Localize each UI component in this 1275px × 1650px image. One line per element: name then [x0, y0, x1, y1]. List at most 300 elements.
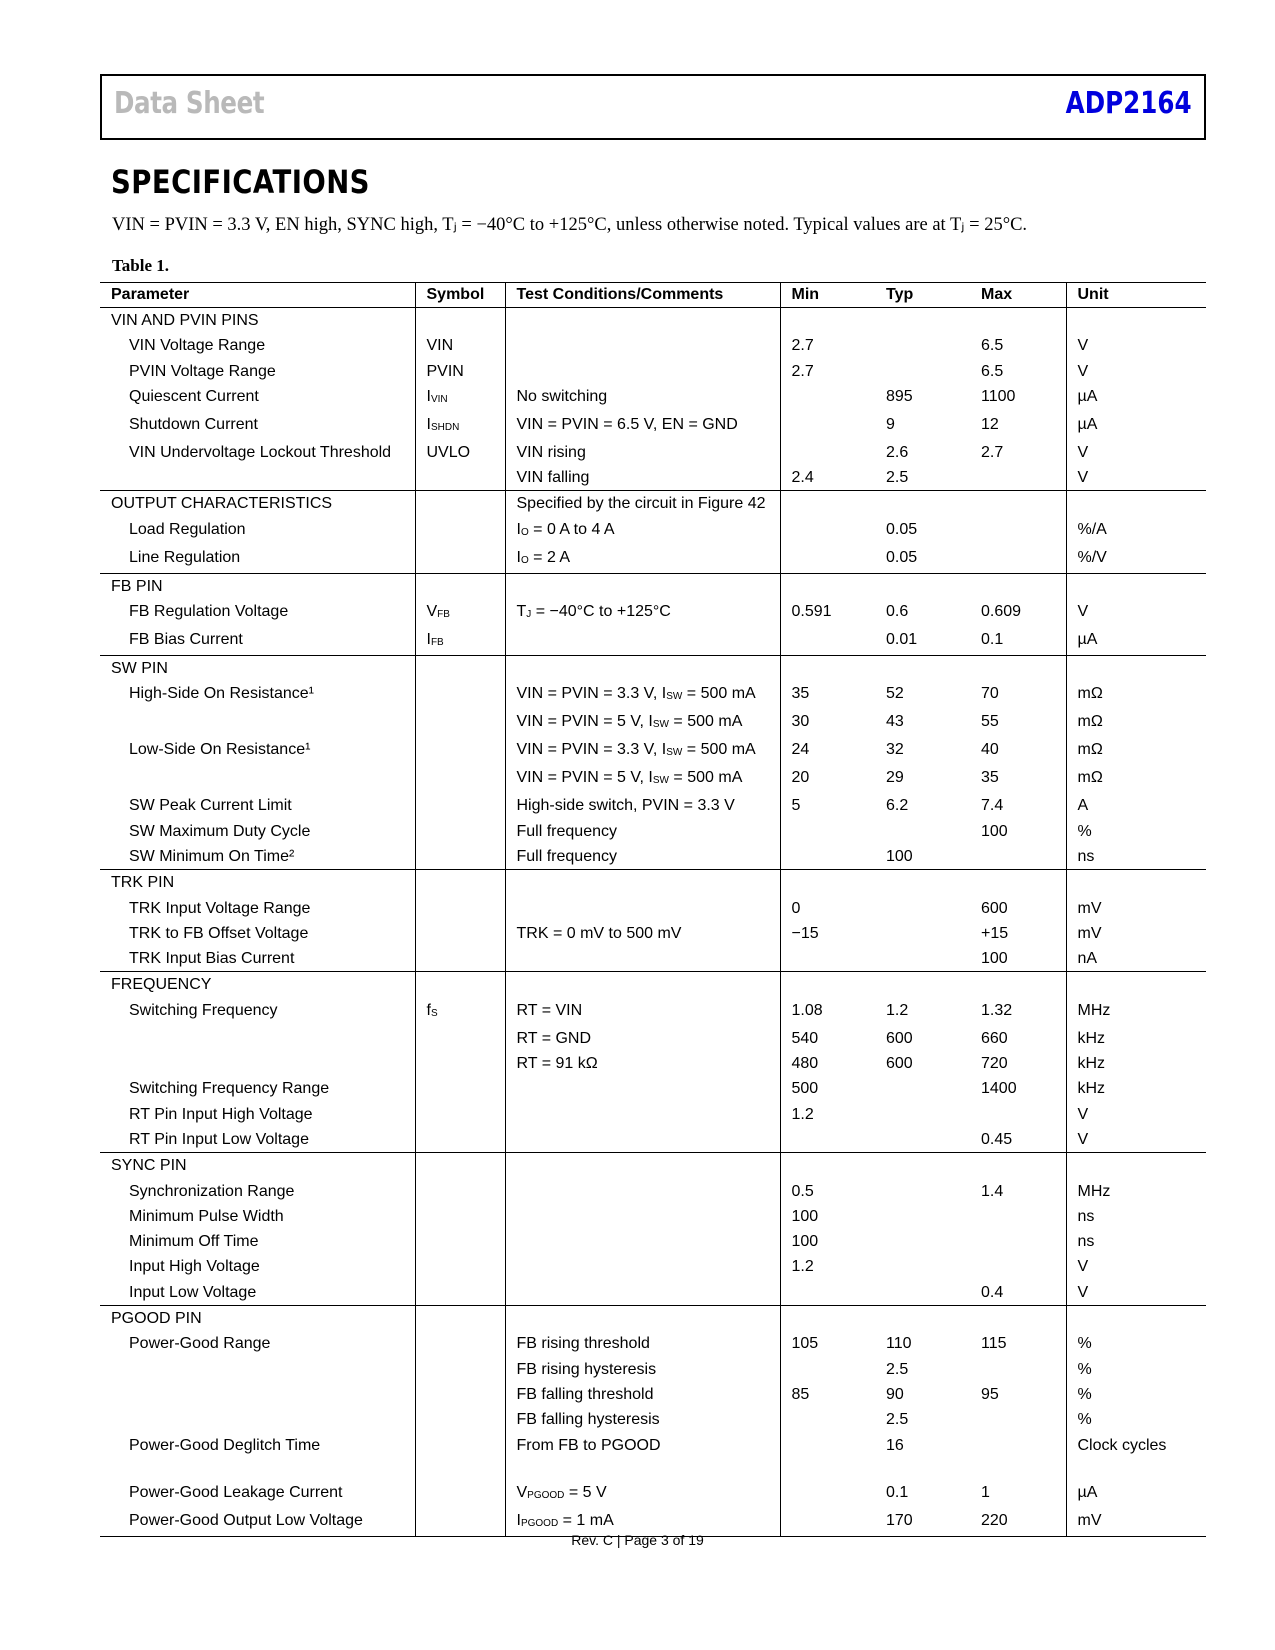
max-cell — [970, 1407, 1066, 1432]
typ-cell: 600 — [886, 1029, 913, 1047]
conditions-cell: $I_O = 0$ A to 4 A — [505, 517, 780, 545]
max-cell: 660 — [981, 1029, 1008, 1047]
min-cell: 105 — [780, 1331, 875, 1356]
conditions-cell: FB rising threshold — [505, 1331, 780, 1356]
typ-cell — [875, 921, 970, 946]
typ-cell: 1.2 — [886, 1001, 909, 1019]
max-cell: 95 — [981, 1385, 999, 1403]
max-cell: 100 — [981, 950, 1008, 968]
max-cell: 600 — [981, 899, 1008, 917]
max-cell: 0.4 — [981, 1283, 1004, 1301]
max-cell: 70 — [981, 685, 999, 703]
unit-cell: mΩ — [1066, 765, 1206, 793]
conditions-cell — [505, 627, 780, 656]
unit-cell: mV — [1066, 921, 1206, 946]
symbol-cell — [415, 709, 505, 737]
unit-cell: µA — [1066, 412, 1206, 440]
typ-cell: 0.05 — [886, 548, 918, 566]
unit-cell: V — [1066, 440, 1206, 465]
symbol-cell: $V_{FB}$ — [415, 599, 505, 627]
max-cell: 1400 — [981, 1080, 1017, 1098]
max-cell: 1.32 — [981, 1001, 1013, 1019]
unit-cell: % — [1066, 1407, 1206, 1432]
symbol-cell — [415, 1076, 505, 1101]
symbol-cell — [415, 681, 505, 709]
param-cell: Switching Frequency Range — [129, 1080, 330, 1098]
conditions-cell — [505, 1280, 780, 1306]
max-cell: 115 — [981, 1335, 1007, 1353]
unit-cell: %/A — [1066, 517, 1206, 545]
param-cell — [100, 1407, 415, 1432]
param-cell: Power-Good Output Low Voltage — [100, 1508, 415, 1537]
max-cell: 6.5 — [981, 337, 1004, 355]
typ-cell: 170 — [875, 1508, 970, 1537]
table-row — [100, 440, 1206, 465]
unit-cell: kHz — [1066, 1026, 1206, 1051]
table-section-row — [100, 1306, 1206, 1332]
typ-cell: 895 — [886, 387, 913, 405]
symbol-cell — [415, 465, 505, 491]
typ-cell — [875, 819, 970, 844]
table-row — [100, 384, 1206, 412]
max-cell: 7.4 — [981, 797, 1004, 815]
table-row — [100, 1407, 1206, 1432]
typ-cell — [875, 1280, 970, 1306]
symbol-cell — [415, 1331, 505, 1356]
table-row — [100, 681, 1206, 709]
max-cell — [970, 308, 1066, 334]
section-title: SPECIFICATIONS — [111, 163, 370, 201]
conditions-cell: From FB to PGOOD — [505, 1433, 780, 1480]
max-cell — [970, 545, 1066, 574]
min-cell: 0.5 — [780, 1179, 875, 1204]
param-cell: Low-Side On Resistance¹ — [129, 741, 311, 759]
min-cell: 2.7 — [780, 359, 875, 384]
typ-cell: 0.01 — [886, 631, 918, 649]
param-cell: VIN Voltage Range — [129, 337, 266, 355]
max-cell — [970, 1102, 1066, 1127]
min-cell: 0 — [780, 896, 875, 921]
conditions-cell: VIN = PVIN = 5 V, $I_{SW} = 500$ mA — [505, 709, 780, 737]
symbol-cell: $I_{VIN}$ — [415, 384, 505, 412]
unit-cell: V — [1066, 359, 1206, 384]
param-cell: TRK Input Voltage Range — [129, 899, 311, 917]
symbol-cell: UVLO — [415, 440, 505, 465]
conditions-cell — [505, 1204, 780, 1229]
param-cell — [100, 1382, 415, 1407]
table-row — [100, 737, 1206, 765]
min-cell — [780, 1357, 875, 1382]
unit-cell: V — [1066, 1127, 1206, 1153]
param-cell: Load Regulation — [129, 520, 246, 538]
min-cell — [780, 517, 875, 545]
symbol-cell — [415, 1480, 505, 1508]
symbol-cell — [415, 1357, 505, 1382]
max-cell — [970, 1153, 1066, 1179]
max-cell — [970, 1204, 1066, 1229]
conditions-cell: VIN = PVIN = 3.3 V, $I_{SW} = 500$ mA — [505, 681, 780, 709]
symbol-cell — [415, 1026, 505, 1051]
max-cell: 35 — [981, 769, 999, 787]
param-cell — [100, 765, 415, 793]
unit-cell: nA — [1066, 946, 1206, 972]
symbol-cell — [415, 1153, 505, 1179]
typ-cell — [875, 359, 970, 384]
typ-cell — [875, 946, 970, 972]
min-cell: 1.08 — [780, 998, 875, 1026]
unit-cell — [1066, 972, 1206, 998]
conditions-cell: TRK = 0 mV to 500 mV — [505, 921, 780, 946]
param-cell: SW Maximum Duty Cycle — [129, 822, 311, 840]
table-row — [100, 1127, 1206, 1153]
unit-cell: V — [1066, 599, 1206, 627]
max-cell — [970, 844, 1066, 870]
min-cell: 1.2 — [780, 1102, 875, 1127]
param-cell: TRK to FB Offset Voltage — [129, 924, 309, 942]
conditions-cell: $V_{PGOOD} = 5$ V — [505, 1480, 780, 1508]
col-header-symbol: Symbol — [415, 283, 505, 308]
unit-cell: mV — [1066, 1508, 1206, 1537]
max-cell — [970, 491, 1066, 517]
typ-cell: 16 — [886, 1436, 904, 1454]
min-cell — [780, 412, 875, 440]
symbol-cell — [415, 1254, 505, 1279]
min-cell: 540 — [780, 1026, 875, 1051]
max-cell: 2.7 — [981, 443, 1004, 461]
table-row — [100, 333, 1206, 358]
typ-cell — [875, 656, 970, 682]
table-row — [100, 793, 1206, 818]
table-row — [100, 709, 1206, 737]
table-row — [100, 1179, 1206, 1204]
conditions-cell — [505, 1229, 780, 1254]
unit-cell: % — [1066, 819, 1206, 844]
symbol-cell: VIN — [415, 333, 505, 358]
table-row — [100, 412, 1206, 440]
min-cell — [780, 1407, 875, 1432]
conditions-cell: FB falling hysteresis — [505, 1407, 780, 1432]
col-header-unit: Unit — [1066, 283, 1206, 308]
table-row — [100, 1382, 1206, 1407]
table-row — [100, 946, 1206, 972]
param-cell: Minimum Pulse Width — [129, 1207, 284, 1225]
min-cell: 5 — [780, 793, 875, 818]
param-cell: TRK PIN — [100, 870, 415, 896]
typ-cell — [875, 1254, 970, 1279]
typ-cell: 0.1 — [886, 1483, 909, 1501]
max-cell: 55 — [981, 713, 999, 731]
table-row — [100, 517, 1206, 545]
conditions-cell — [505, 656, 780, 682]
unit-cell: V — [1066, 1254, 1206, 1279]
param-cell: SYNC PIN — [100, 1153, 415, 1179]
min-cell — [780, 819, 875, 844]
table-row — [100, 545, 1206, 574]
min-cell — [780, 491, 875, 517]
typ-cell: 52 — [886, 685, 904, 703]
param-cell: Quiescent Current — [129, 387, 259, 405]
min-cell — [780, 844, 875, 870]
conditions-cell — [505, 359, 780, 384]
max-cell: 40 — [981, 741, 999, 759]
unit-cell: kHz — [1066, 1076, 1206, 1101]
max-cell: 0.45 — [981, 1130, 1013, 1148]
conditions-cell — [505, 1254, 780, 1279]
param-cell — [100, 709, 415, 737]
max-cell — [970, 1306, 1066, 1332]
param-cell — [100, 465, 415, 491]
conditions-cell — [505, 308, 780, 334]
typ-cell — [875, 1229, 970, 1254]
table-section-row — [100, 656, 1206, 682]
header-part-number: ADP2164 — [1066, 86, 1192, 121]
min-cell — [780, 656, 875, 682]
unit-cell: mV — [1066, 896, 1206, 921]
unit-cell: % — [1066, 1382, 1206, 1407]
unit-cell: ns — [1066, 1204, 1206, 1229]
param-cell: Power-Good Deglitch Time — [129, 1436, 321, 1454]
param-cell: OUTPUT CHARACTERISTICS — [100, 491, 415, 517]
conditions-cell — [505, 1102, 780, 1127]
table-row — [100, 1357, 1206, 1382]
param-cell: SW Peak Current Limit — [129, 797, 292, 815]
max-cell: 1 — [981, 1483, 990, 1501]
max-cell: 720 — [981, 1055, 1008, 1073]
min-cell: 1.2 — [780, 1254, 875, 1279]
unit-cell — [1066, 491, 1206, 517]
conditions-cell: FB rising hysteresis — [505, 1357, 780, 1382]
min-cell: 24 — [780, 737, 875, 765]
symbol-cell — [415, 656, 505, 682]
col-header-max: Max — [970, 283, 1066, 308]
symbol-cell — [415, 1204, 505, 1229]
conditions-cell: Full frequency — [505, 844, 780, 870]
typ-cell: 2.5 — [886, 1360, 909, 1378]
param-cell: FREQUENCY — [100, 972, 415, 998]
typ-cell — [875, 1204, 970, 1229]
conditions-cell: VIN = PVIN = 3.3 V, $I_{SW} = 500$ mA — [505, 737, 780, 765]
table-row — [100, 844, 1206, 870]
conditions-cell: No switching — [505, 384, 780, 412]
param-cell: RT Pin Input High Voltage — [129, 1105, 313, 1123]
table-row — [100, 921, 1206, 946]
typ-cell: 9 — [886, 415, 895, 433]
min-cell — [780, 545, 875, 574]
typ-cell — [875, 972, 970, 998]
conditions-cell: FB falling threshold — [505, 1382, 780, 1407]
min-cell: 2.4 — [780, 465, 875, 491]
header-doc-type: Data Sheet — [114, 86, 265, 121]
symbol-cell — [415, 1179, 505, 1204]
table-row — [100, 1076, 1206, 1101]
unit-cell: µA — [1066, 627, 1206, 656]
spec-table — [100, 282, 1206, 1537]
param-cell: Line Regulation — [129, 548, 241, 566]
min-cell: 500 — [780, 1076, 875, 1101]
conditions-cell — [505, 573, 780, 599]
max-cell — [970, 517, 1066, 545]
min-cell — [780, 384, 875, 412]
min-cell — [780, 1153, 875, 1179]
param-cell: Input Low Voltage — [129, 1283, 257, 1301]
min-cell: 30 — [780, 709, 875, 737]
param-cell: FB Regulation Voltage — [129, 603, 289, 621]
unit-cell: V — [1066, 333, 1206, 358]
symbol-cell — [415, 844, 505, 870]
unit-cell: %/V — [1066, 545, 1206, 574]
min-cell: 85 — [780, 1382, 875, 1407]
min-cell — [780, 1306, 875, 1332]
typ-cell — [875, 308, 970, 334]
param-cell: Minimum Off Time — [129, 1233, 259, 1251]
typ-cell — [875, 1306, 970, 1332]
min-cell: −15 — [780, 921, 875, 946]
conditions-cell: Specified by the circuit in Figure 42 — [505, 491, 780, 517]
min-cell — [780, 1480, 875, 1508]
min-cell — [780, 627, 875, 656]
symbol-cell — [415, 1306, 505, 1332]
param-cell: VIN Undervoltage Lockout Threshold — [129, 443, 392, 461]
max-cell: 0.609 — [981, 603, 1022, 621]
min-cell — [780, 1433, 875, 1480]
min-cell — [780, 1280, 875, 1306]
min-cell — [780, 573, 875, 599]
intro-text: VIN = PVIN = 3.3 V, EN high, SYNC high, Tⱼ = −40°C to +125°C, unless otherwise noted. Typical values are at Tⱼ = 25°C. — [112, 215, 1028, 235]
symbol-cell — [415, 819, 505, 844]
param-cell: FB PIN — [100, 573, 415, 599]
unit-cell: % — [1066, 1331, 1206, 1356]
param-cell — [100, 1051, 415, 1076]
col-header-min: Min — [780, 283, 875, 308]
unit-cell: ns — [1066, 844, 1206, 870]
symbol-cell — [415, 896, 505, 921]
max-cell: 100 — [981, 822, 1008, 840]
col-header-parameter: Parameter — [100, 283, 415, 308]
typ-cell: 0.05 — [886, 520, 918, 538]
table-row — [100, 1204, 1206, 1229]
symbol-cell — [415, 793, 505, 818]
unit-cell: Clock cycles — [1066, 1433, 1206, 1480]
table-row — [100, 765, 1206, 793]
conditions-cell — [505, 896, 780, 921]
typ-cell: 600 — [886, 1055, 913, 1073]
conditions-cell: High-side switch, PVIN = 3.3 V — [505, 793, 780, 818]
typ-cell: 29 — [886, 769, 904, 787]
min-cell — [780, 1127, 875, 1153]
conditions-cell: $T_J = -40^\circ C$ to +125°C — [505, 599, 780, 627]
min-cell: 100 — [780, 1229, 875, 1254]
table-row — [100, 1433, 1206, 1480]
typ-cell — [875, 573, 970, 599]
max-cell — [970, 656, 1066, 682]
symbol-cell: $I_{FB}$ — [415, 627, 505, 656]
typ-cell — [875, 491, 970, 517]
param-cell — [100, 1026, 415, 1051]
min-cell: 0.591 — [780, 599, 875, 627]
conditions-cell — [505, 972, 780, 998]
symbol-cell — [415, 1280, 505, 1306]
min-cell — [780, 946, 875, 972]
unit-cell — [1066, 1153, 1206, 1179]
table-row — [100, 1480, 1206, 1508]
param-cell: RT Pin Input Low Voltage — [129, 1130, 309, 1148]
symbol-cell — [415, 573, 505, 599]
conditions-cell — [505, 333, 780, 358]
typ-cell: 2.5 — [886, 1411, 909, 1429]
table-row — [100, 1229, 1206, 1254]
unit-cell: % — [1066, 1357, 1206, 1382]
symbol-cell — [415, 1102, 505, 1127]
symbol-cell — [415, 1229, 505, 1254]
spec-table-body — [100, 308, 1206, 1537]
min-cell: 2.7 — [780, 333, 875, 358]
unit-cell: MHz — [1066, 998, 1206, 1026]
max-cell — [970, 1433, 1066, 1480]
unit-cell: mΩ — [1066, 737, 1206, 765]
param-cell: SW Minimum On Time² — [129, 847, 295, 865]
param-cell: Power-Good Leakage Current — [129, 1483, 343, 1501]
max-cell: 1100 — [981, 387, 1016, 405]
conditions-cell — [505, 1153, 780, 1179]
table-row — [100, 998, 1206, 1026]
max-cell: 220 — [970, 1508, 1066, 1537]
symbol-cell — [415, 308, 505, 334]
col-header-conditions: Test Conditions/Comments — [505, 283, 780, 308]
table-row — [100, 1254, 1206, 1279]
max-cell: 12 — [981, 415, 999, 433]
symbol-cell — [415, 765, 505, 793]
max-cell — [970, 465, 1066, 491]
table-section-row — [100, 573, 1206, 599]
table-section-row — [100, 1153, 1206, 1179]
conditions-cell: VIN = PVIN = 6.5 V, EN = GND — [505, 412, 780, 440]
symbol-cell — [415, 1127, 505, 1153]
param-cell: TRK Input Bias Current — [129, 950, 295, 968]
min-cell: 100 — [780, 1204, 875, 1229]
param-cell: FB Bias Current — [129, 631, 243, 649]
symbol-cell — [415, 737, 505, 765]
table-row — [100, 1051, 1206, 1076]
table-row — [100, 465, 1206, 491]
typ-cell: 43 — [886, 713, 904, 731]
unit-cell: V — [1066, 1102, 1206, 1127]
typ-cell — [875, 1153, 970, 1179]
table-caption: Table 1. — [112, 256, 170, 275]
max-cell: 0.1 — [981, 631, 1004, 649]
param-cell: High-Side On Resistance¹ — [129, 685, 314, 703]
min-cell: 20 — [780, 765, 875, 793]
conditions-cell: RT = VIN — [505, 998, 780, 1026]
param-cell: Switching Frequency — [129, 1001, 278, 1019]
min-cell — [780, 440, 875, 465]
param-cell: Power-Good Range — [129, 1335, 271, 1353]
unit-cell: µA — [1066, 384, 1206, 412]
symbol-cell — [415, 1407, 505, 1432]
max-cell — [970, 573, 1066, 599]
unit-cell — [1066, 656, 1206, 682]
max-cell — [970, 1254, 1066, 1279]
min-cell — [780, 308, 875, 334]
typ-cell: 6.2 — [886, 797, 909, 815]
param-cell: PGOOD PIN — [100, 1306, 415, 1332]
unit-cell — [1066, 1306, 1206, 1332]
param-cell: Synchronization Range — [129, 1182, 295, 1200]
max-cell: +15 — [981, 924, 1009, 942]
conditions-cell: RT = GND — [505, 1026, 780, 1051]
typ-cell: 2.5 — [886, 469, 909, 487]
symbol-cell — [415, 921, 505, 946]
min-cell — [780, 972, 875, 998]
